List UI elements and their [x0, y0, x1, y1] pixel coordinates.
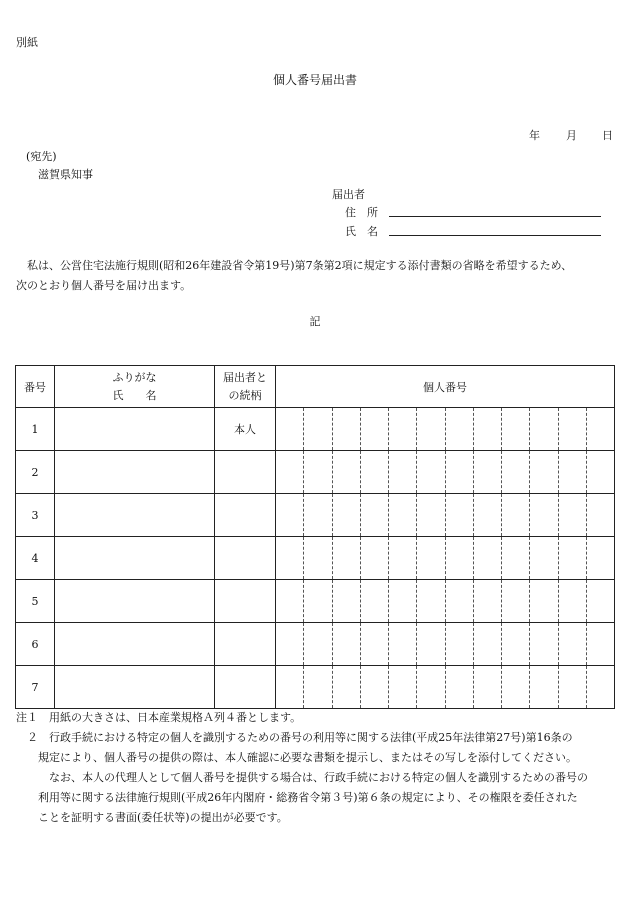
row-personal-number-cell[interactable]	[276, 537, 615, 580]
digit-box[interactable]	[502, 494, 530, 536]
digit-boxes	[276, 494, 614, 536]
digit-box[interactable]	[389, 623, 417, 665]
digit-box[interactable]	[333, 451, 361, 493]
digit-box[interactable]	[587, 580, 614, 622]
digit-box[interactable]	[361, 666, 389, 708]
table-row	[16, 408, 615, 451]
digit-box[interactable]	[361, 494, 389, 536]
digit-box[interactable]	[446, 666, 474, 708]
date-day-label: 日	[602, 129, 613, 142]
row-name-cell[interactable]	[55, 623, 215, 666]
row-number: 3	[16, 494, 55, 537]
digit-box[interactable]	[304, 580, 332, 622]
digit-box[interactable]	[389, 580, 417, 622]
row-relation-cell[interactable]	[215, 451, 276, 494]
digit-box[interactable]	[417, 580, 445, 622]
header-relation-line-2: の続柄	[228, 388, 262, 402]
digit-box[interactable]	[530, 408, 558, 450]
digit-box[interactable]	[530, 537, 558, 579]
digit-box[interactable]	[559, 451, 587, 493]
digit-box[interactable]	[333, 537, 361, 579]
digit-box[interactable]	[389, 666, 417, 708]
row-number: 5	[16, 580, 55, 623]
digit-box[interactable]	[559, 666, 587, 708]
digit-box[interactable]	[304, 408, 332, 450]
digit-box[interactable]	[530, 666, 558, 708]
row-name-cell[interactable]	[55, 666, 215, 709]
digit-boxes	[276, 537, 614, 579]
digit-box[interactable]	[389, 451, 417, 493]
digit-box[interactable]	[474, 580, 502, 622]
digit-box[interactable]	[417, 666, 445, 708]
row-relation-cell[interactable]: 本人	[215, 408, 276, 451]
note-2-line-2: 規定により、個人番号の提供の際は、本人確認に必要な書類を提示し、またはその写しを添付してください。	[16, 751, 577, 764]
attachment-label: 別紙	[16, 36, 38, 49]
digit-box[interactable]	[474, 451, 502, 493]
row-relation-cell[interactable]	[215, 494, 276, 537]
note-2-line-1: ２ 行政手続における特定の個人を識別するための番号の利用等に関する法律(平成25年法律第27号)第16条の	[16, 731, 573, 744]
addressee-label: (宛先)	[26, 150, 57, 163]
digit-box[interactable]	[276, 451, 304, 493]
digit-box[interactable]	[361, 537, 389, 579]
digit-box[interactable]	[446, 537, 474, 579]
row-relation-cell[interactable]	[215, 666, 276, 709]
digit-box[interactable]	[361, 580, 389, 622]
row-personal-number-cell[interactable]	[276, 408, 615, 451]
digit-box[interactable]	[389, 494, 417, 536]
digit-box[interactable]	[276, 623, 304, 665]
body-paragraph	[16, 256, 614, 296]
digit-box[interactable]	[276, 580, 304, 622]
digit-box[interactable]	[587, 451, 614, 493]
digit-box[interactable]	[417, 623, 445, 665]
digit-box[interactable]	[361, 408, 389, 450]
row-number: 1	[16, 408, 55, 451]
digit-box[interactable]	[446, 580, 474, 622]
digit-box[interactable]	[333, 666, 361, 708]
digit-boxes	[276, 623, 614, 665]
digit-box[interactable]	[361, 623, 389, 665]
digit-box[interactable]	[304, 623, 332, 665]
digit-box[interactable]	[502, 408, 530, 450]
digit-box[interactable]	[502, 623, 530, 665]
date-year-label: 年	[529, 129, 540, 142]
digit-box[interactable]	[530, 494, 558, 536]
body-line-1: 私は、公営住宅法施行規則(昭和26年建設省令第19号)第7条第2項に規定する添付書類の省略を希望するため、	[27, 259, 573, 272]
table-row	[16, 494, 615, 537]
digit-box[interactable]	[587, 494, 614, 536]
table-row	[16, 666, 615, 709]
header-name: 氏 名	[112, 388, 157, 402]
row-personal-number-cell[interactable]	[276, 451, 615, 494]
digit-box[interactable]	[502, 537, 530, 579]
table-row	[16, 580, 615, 623]
digit-box[interactable]	[446, 451, 474, 493]
digit-box[interactable]	[559, 580, 587, 622]
header-furigana-name	[55, 366, 215, 408]
addressee-name: 滋賀県知事	[38, 168, 93, 181]
note-1: 注１ 用紙の大きさは、日本産業規格Ａ列４番とします。	[16, 711, 302, 724]
digit-box[interactable]	[587, 408, 614, 450]
body-line-2: 次のとおり個人番号を届け出ます。	[16, 279, 192, 292]
digit-box[interactable]	[333, 408, 361, 450]
digit-box[interactable]	[474, 623, 502, 665]
row-personal-number-cell[interactable]	[276, 580, 615, 623]
name-field-line[interactable]	[389, 235, 601, 236]
row-number: 2	[16, 451, 55, 494]
digit-boxes	[276, 451, 614, 493]
row-name-cell[interactable]	[55, 537, 215, 580]
digit-box[interactable]	[389, 537, 417, 579]
digit-box[interactable]	[276, 494, 304, 536]
header-relation-line-1: 届出者と	[223, 370, 267, 384]
address-label: 住 所	[345, 206, 378, 219]
name-label: 氏 名	[345, 225, 378, 238]
digit-boxes	[276, 580, 614, 622]
digit-box[interactable]	[530, 580, 558, 622]
digit-box[interactable]	[559, 537, 587, 579]
row-personal-number-cell[interactable]	[276, 623, 615, 666]
row-personal-number-cell[interactable]	[276, 494, 615, 537]
digit-box[interactable]	[276, 537, 304, 579]
digit-box[interactable]	[446, 623, 474, 665]
digit-box[interactable]	[502, 451, 530, 493]
digit-box[interactable]	[446, 408, 474, 450]
row-personal-number-cell[interactable]	[276, 666, 615, 709]
note-3-line-3: ことを証明する書面(委任状等)の提出が必要です。	[16, 811, 288, 824]
digit-box[interactable]	[333, 623, 361, 665]
row-number: 4	[16, 537, 55, 580]
digit-box[interactable]	[333, 580, 361, 622]
digit-box[interactable]	[559, 408, 587, 450]
digit-box[interactable]	[502, 580, 530, 622]
digit-box[interactable]	[304, 494, 332, 536]
digit-box[interactable]	[474, 666, 502, 708]
note-3-line-2: 利用等に関する法律施行規則(平成26年内閣府・総務省令第３号)第６条の規定により、その権限を委任された	[16, 791, 578, 804]
personal-number-table	[15, 365, 615, 709]
digit-box[interactable]	[417, 408, 445, 450]
notes-section	[16, 708, 616, 828]
table-row	[16, 623, 615, 666]
digit-box[interactable]	[417, 451, 445, 493]
applicant-label: 届出者	[332, 188, 365, 201]
digit-box[interactable]	[304, 537, 332, 579]
digit-box[interactable]	[417, 494, 445, 536]
digit-box[interactable]	[587, 623, 614, 665]
header-personal-number: 個人番号	[276, 366, 615, 408]
digit-box[interactable]	[304, 666, 332, 708]
date-month-label: 月	[566, 129, 577, 142]
row-relation-cell[interactable]	[215, 580, 276, 623]
row-relation-cell[interactable]	[215, 537, 276, 580]
digit-box[interactable]	[333, 494, 361, 536]
digit-box[interactable]	[417, 537, 445, 579]
digit-box[interactable]	[530, 623, 558, 665]
row-name-cell[interactable]	[55, 451, 215, 494]
digit-box[interactable]	[474, 408, 502, 450]
digit-box[interactable]	[530, 451, 558, 493]
header-number: 番号	[16, 366, 55, 408]
digit-box[interactable]	[389, 408, 417, 450]
digit-box[interactable]	[304, 451, 332, 493]
table-header-row	[16, 366, 615, 408]
table-row	[16, 537, 615, 580]
digit-box[interactable]	[474, 494, 502, 536]
row-name-cell[interactable]	[55, 408, 215, 451]
row-name-cell[interactable]	[55, 494, 215, 537]
digit-box[interactable]	[474, 537, 502, 579]
digit-box[interactable]	[559, 494, 587, 536]
digit-box[interactable]	[502, 666, 530, 708]
digit-box[interactable]	[587, 666, 614, 708]
address-field-line[interactable]	[389, 216, 601, 217]
header-relation	[215, 366, 276, 408]
digit-box[interactable]	[276, 408, 304, 450]
digit-box[interactable]	[446, 494, 474, 536]
note-3-line-1: なお、本人の代理人として個人番号を提供する場合は、行政手続における特定の個人を識別するための番号の	[16, 771, 588, 784]
digit-boxes	[276, 666, 614, 708]
digit-box[interactable]	[361, 451, 389, 493]
row-number: 6	[16, 623, 55, 666]
digit-box[interactable]	[587, 537, 614, 579]
row-number: 7	[16, 666, 55, 709]
page-title: 個人番号届出書	[272, 73, 357, 87]
digit-boxes	[276, 408, 614, 450]
row-name-cell[interactable]	[55, 580, 215, 623]
ki-label: 記	[309, 315, 321, 328]
digit-box[interactable]	[276, 666, 304, 708]
row-relation-cell[interactable]	[215, 623, 276, 666]
table-row	[16, 451, 615, 494]
header-furigana: ふりがな	[112, 370, 157, 384]
digit-box[interactable]	[559, 623, 587, 665]
